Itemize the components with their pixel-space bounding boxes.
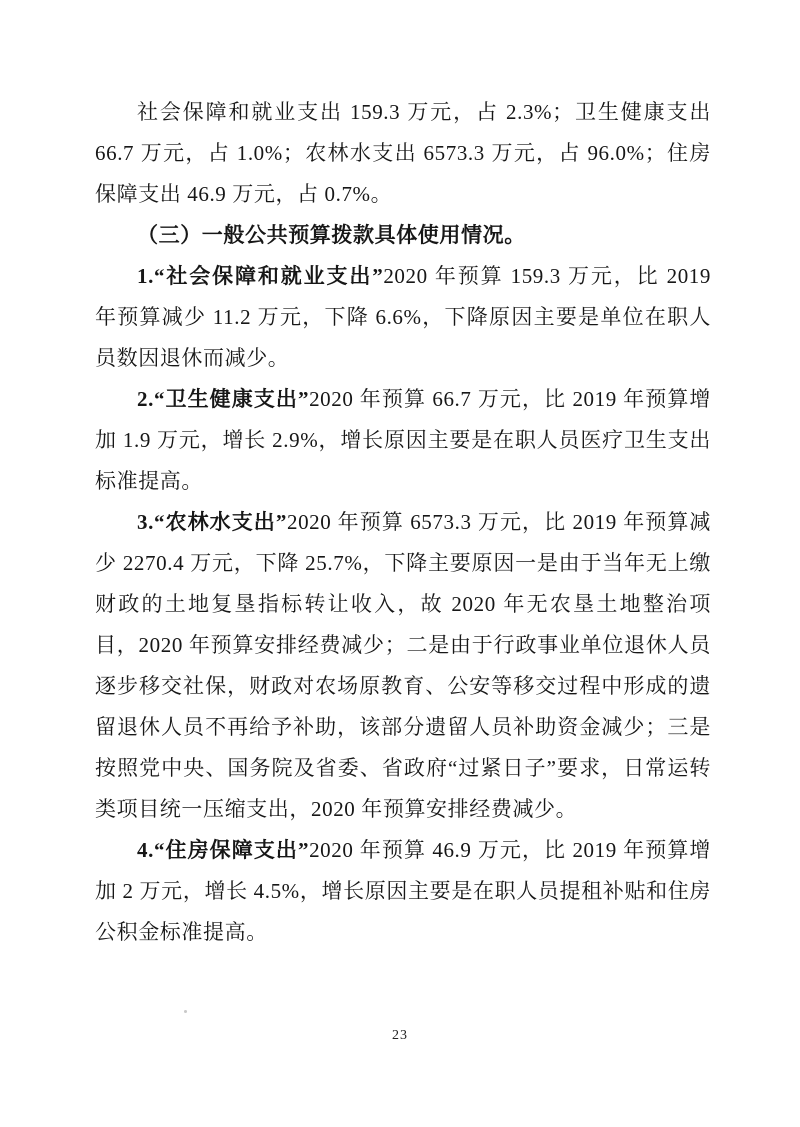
item-2-body: 2020 年预算 66.7 万元，比 2019 年预算增加 1.9 万元，增长 2.9%，增长原因主要是在职人员医疗卫生支出标准提高。 — [95, 387, 711, 493]
item-4-lead: 4.“住房保障支出” — [137, 838, 310, 862]
paragraph-item-1 — [95, 256, 711, 379]
paragraph-item-3 — [95, 502, 711, 830]
paragraph-item-2 — [95, 379, 711, 502]
paragraph-item-4 — [95, 830, 711, 953]
item-3-body: 2020 年预算 6573.3 万元，比 2019 年预算减少 2270.4 万元，下降 25.7%，下降主要原因一是由于当年无上缴财政的土地复垦指标转让收入，故 2020 年无农垦土地整治项目，2020 年预算安排经费减少；二是由于行政事业单位退休人员逐步移交社保，财政对农场原教育、公安等移交过程中形成的遗留退休人员不再给予补助，该部分遗留人员补助资金减少；三是按照党中央、国务院及省委、省政府“过紧日子”要求，日常运转类项目统一压缩支出，2020 年预算安排经费减少。 — [95, 510, 711, 821]
item-2-lead: 2.“卫生健康支出” — [137, 387, 310, 411]
scan-speck — [184, 1010, 187, 1013]
item-1-body: 2020 年预算 159.3 万元，比 2019 年预算减少 11.2 万元，下降 6.6%，下降原因主要是单位在职人员数因退休而减少。 — [95, 264, 711, 370]
item-3-lead: 3.“农林水支出” — [137, 510, 287, 534]
page-number: 23 — [392, 1028, 408, 1043]
item-4-body: 2020 年预算 46.9 万元，比 2019 年预算增加 2 万元，增长 4.5%，增长原因主要是在职人员提租补贴和住房公积金标准提高。 — [95, 838, 711, 944]
paragraph-expenditure-overview: 社会保障和就业支出 159.3 万元，占 2.3%；卫生健康支出 66.7 万元，占 1.0%；农林水支出 6573.3 万元，占 96.0%；住房保障支出 46.9 万元，占 0.7%。 — [95, 100, 711, 206]
item-1-lead: 1.“社会保障和就业支出” — [137, 264, 384, 288]
page-body — [95, 92, 711, 953]
section-heading: （三）一般公共预算拨款具体使用情况。 — [137, 223, 526, 247]
